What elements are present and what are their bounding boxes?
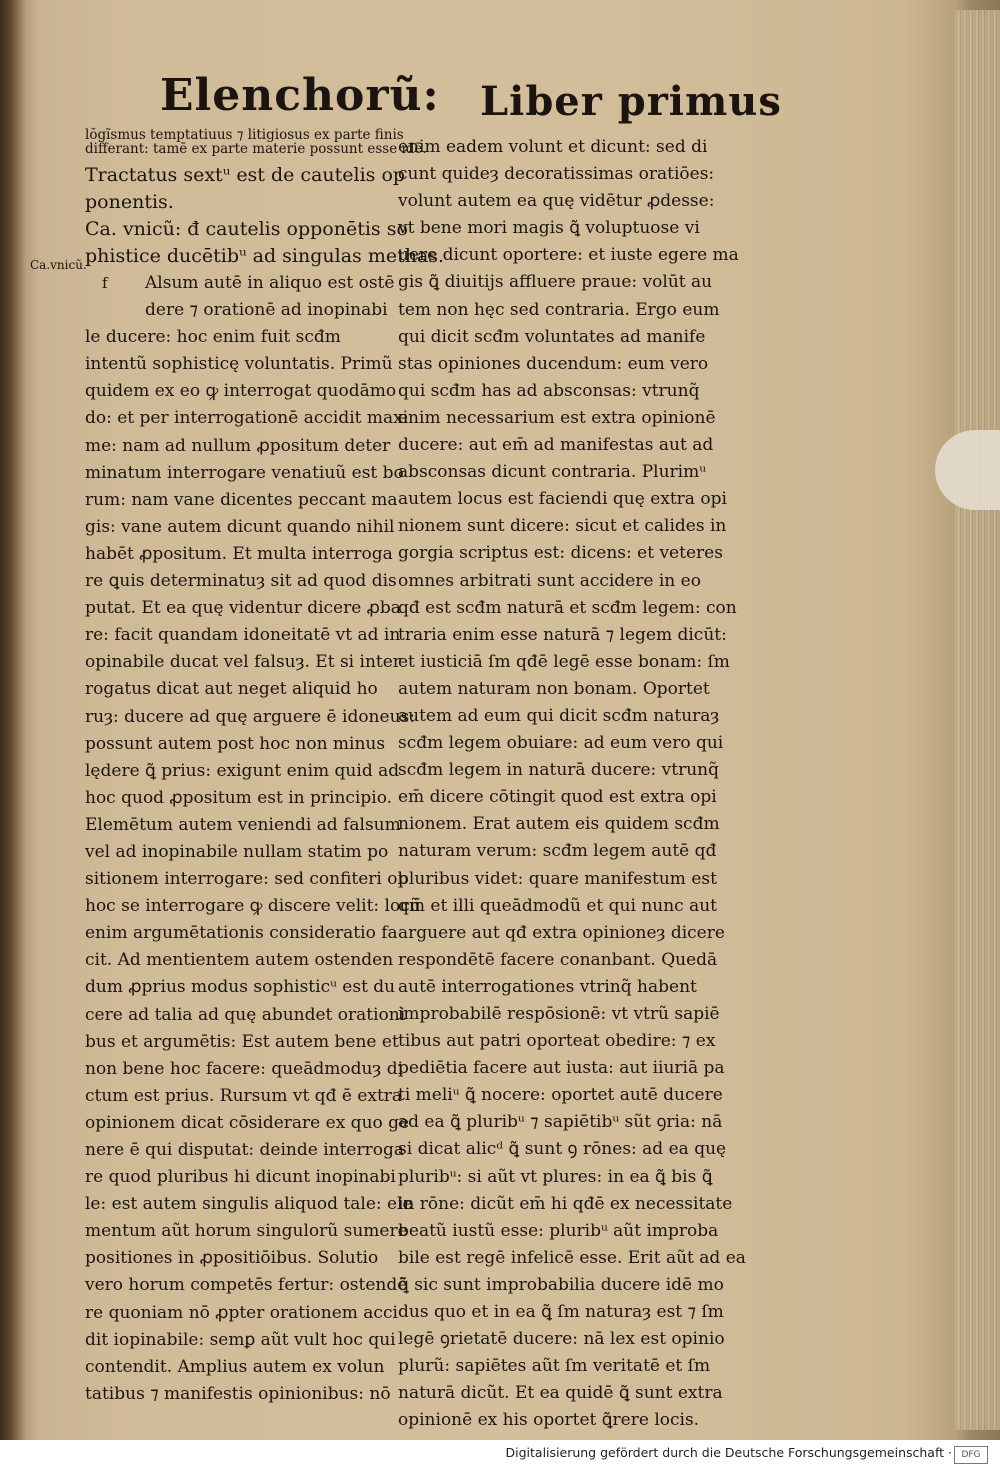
- text-line: autē interrogationes vtrinq̃ habent: [398, 976, 697, 997]
- text-line: intentũ sophisticę voluntatis. Primũ: [85, 354, 393, 375]
- text-line: bile est regē infelicē esse. Erit aũt ad ea: [398, 1247, 746, 1268]
- text-line: pluribᵘ: si aũt vt plures: in ea ꝗ̃ bis ꝗ̃: [398, 1166, 713, 1187]
- text-line: dum ꝓprius modus sophisticᵘ est du: [85, 977, 396, 998]
- text-line: ctum est prius. Rursum vt qđ ē extra: [85, 1085, 403, 1106]
- text-line: nionem sunt dicere: sicut et calides in: [398, 516, 727, 537]
- text-line: vt bene mori magis ꝗ̃ voluptuose vi: [398, 218, 700, 239]
- text-line: non bene hoc facere: queādmoduȝ di: [85, 1058, 404, 1079]
- text-line: uere dicunt oportere: et iuste egere ma: [398, 245, 739, 266]
- text-line: qđ est scđm naturā et scđm legem: con: [398, 597, 737, 618]
- text-line: Alsum autē in aliquo est ostē: [145, 273, 395, 293]
- text-line: naturā dicũt. Et ea quidē ꝗ̃ sunt extra: [398, 1383, 723, 1404]
- text-line: positiones in ꝓpositiōibus. Solutio: [85, 1248, 379, 1269]
- text-line: autem ad eum qui dicit scđm naturaȝ: [398, 705, 720, 726]
- text-line: em̄ dicere cōtingit quod est extra opi: [398, 787, 717, 808]
- text-line: pluribus videt: quare manifestum est: [398, 868, 717, 889]
- text-line: do: et per interrogationē accidit maxi: [85, 408, 409, 429]
- text-line: qm̄ et illi queādmodũ et qui nunc aut: [398, 895, 718, 916]
- text-line: absconsas dicunt contraria. Plurimᵘ: [398, 462, 707, 483]
- text-line: qui dicit scđm voluntates ad manife: [398, 326, 706, 347]
- text-line: cit. Ad mentientem autem ostenden: [85, 950, 394, 971]
- text-line: lędere ꝗ̃ prius: exigunt enim quid ad: [85, 760, 400, 781]
- text-line: nere ē qui disputat: deinde interroga: [85, 1140, 404, 1160]
- text-line: gis ꝗ̃ diuitijs affluere praue: volūt au: [398, 272, 713, 293]
- text-line: in rōne: dicũt em̄ hi qđē ex necessitate: [398, 1193, 733, 1214]
- text-line: qui scđm has ad absconsas: vtrunq̃: [398, 380, 700, 401]
- text-line: dere ⁊ orationē ad inopinabi: [145, 300, 388, 321]
- text-line: me: nam ad nullum ꝓpositum deter: [85, 435, 391, 456]
- text-line: cere ad talia ad quę abundet orationi: [85, 1004, 406, 1025]
- text-line: possunt autem post hoc non minus: [85, 733, 386, 754]
- text-line: omnes arbitrati sunt accidere in eo: [398, 570, 701, 591]
- text-line: naturam verum: scđm legem autē qđ: [398, 841, 717, 862]
- left-body: [85, 270, 421, 1408]
- header-right: Liber primus: [480, 78, 782, 125]
- left-heading: [85, 162, 445, 270]
- text-line: Tractatus sextᵘ est de cautelis op: [85, 164, 406, 186]
- text-line: sitionem interrogare: sed confiteri ob: [85, 869, 409, 890]
- text-line: putat. Et ea quę videntur dicere ꝓba: [85, 598, 401, 619]
- text-line: gis: vane autem dicunt quando nihil: [85, 516, 395, 537]
- text-line: lŏgĩsmus temptatiuus ⁊ litigiosus ex parte finis: [85, 127, 404, 143]
- text-line: rum: nam vane dicentes peccant ma: [85, 489, 398, 510]
- text-line: vero horum competēs fertur: ostendē: [85, 1275, 408, 1296]
- text-line: autem locus est faciendi quę extra opi: [398, 489, 727, 510]
- text-line: contendit. Amplius autem ex volun: [85, 1356, 385, 1377]
- text-line: re quod pluribus hi dicunt inopinabi: [85, 1167, 396, 1188]
- footer-credit: Digitalisierung gefördert durch die Deutsche Forschungsgemeinschaft ·: [505, 1445, 952, 1460]
- text-line: enim argumētationis consideratio fa: [85, 923, 398, 944]
- initial-guide-letter: f: [102, 274, 108, 292]
- text-line: et iusticiā ſm qđē legē esse bonam: ſm: [398, 651, 730, 672]
- text-line: legē ꝯrietatē ducere: nā lex est opinio: [398, 1329, 725, 1350]
- text-line: stas opiniones ducendum: eum vero: [398, 353, 709, 374]
- text-line: improbabilē respōsionē: vt vtrũ sapiē: [398, 1004, 720, 1024]
- right-body: [398, 134, 746, 1435]
- text-line: Ca. vnicũ: đ cautelis opponētis so: [85, 218, 408, 240]
- text-line: differant: tamē ex parte materie possunt esse idē.: [85, 141, 427, 157]
- text-line: minatum interrogare venatiuũ est bo: [85, 462, 404, 483]
- text-line: ad ea ꝗ̃ pluribᵘ ⁊ sapiētibᵘ sũt ꝯria: nā: [398, 1112, 723, 1133]
- text-line: beatũ iustũ esse: pluribᵘ aũt improba: [398, 1220, 719, 1241]
- text-line: rogatus dicat aut neget aliquid ho: [85, 679, 378, 700]
- text-line: enim eadem volunt et dicunt: sed di: [398, 137, 708, 157]
- right-column: [398, 134, 746, 1435]
- left-intro: [85, 127, 427, 157]
- header-left: Elenchorũ:: [160, 70, 440, 121]
- text-line: le: est autem singulis aliquod tale: ele: [85, 1194, 413, 1215]
- text-line: tibus aut patri oporteat obedire: ⁊ ex: [398, 1031, 716, 1052]
- text-line: bus et argumētis: Est autem bene et: [85, 1031, 399, 1052]
- margin-note: Ca.vnicũ.: [30, 258, 87, 272]
- text-line: autem naturam non bonam. Oportet: [398, 678, 710, 699]
- text-line: enim necessarium est extra opinionē: [398, 407, 716, 428]
- text-line: dit iopinabile: semꝑ aũt vult hoc qui: [85, 1329, 396, 1350]
- text-line: traria enim esse naturā ⁊ legem dicūt:: [398, 624, 727, 645]
- text-line: ponentis.: [85, 191, 174, 213]
- text-line: Elemētum autem veniendi ad falsum: [85, 814, 401, 835]
- text-line: cunt quideȝ decoratissimas oratiōes:: [398, 164, 715, 185]
- footer-bar: [0, 1440, 1000, 1468]
- text-line: mentum aũt horum singulorũ sumere: [85, 1221, 408, 1242]
- text-line: re ꝗuis determinatuȝ sit ad quod dis: [85, 571, 397, 592]
- text-line: dus quo et in ea ꝗ̃ ſm naturaȝ est ⁊ ſm: [398, 1302, 724, 1323]
- text-line: hoc se interrogare ꝙ discere velit: locũ: [85, 896, 421, 917]
- text-line: pediētia facere aut iusta: aut iiuriā pa: [398, 1058, 725, 1079]
- text-line: ti meliᵘ ꝗ̃ nocere: oportet autē ducere: [398, 1085, 723, 1106]
- text-line: scđm legem in naturā ducere: vtrunq̃: [398, 760, 720, 781]
- text-line: volunt autem ea quę vidētur ꝓdesse:: [398, 191, 715, 212]
- dfg-logo: DFG: [954, 1446, 988, 1464]
- text-line: re quoniam nō ꝓpter orationem acci: [85, 1302, 398, 1323]
- text-line: ducere: aut em̄ ad manifestas aut ad: [398, 435, 714, 456]
- text-line: opinabile ducat vel falsuȝ. Et si inter: [85, 652, 401, 673]
- text-line: tem non hęc sed contraria. Ergo eum: [398, 299, 720, 320]
- text-line: phistice ducētibᵘ ad singulas methas.: [85, 245, 445, 267]
- text-line: nionem. Erat autem eis quidem scđm: [398, 814, 720, 835]
- text-line: respondētē facere conanbant. Quedā: [398, 949, 718, 970]
- text-line: opinionē ex his oportet ꝗ̃rere locis.: [398, 1410, 700, 1431]
- text-line: hoc quod ꝓpositum est in principio.: [85, 787, 393, 808]
- text-line: ꝗ̃ sic sunt improbabilia ducere idē mo: [398, 1274, 724, 1295]
- text-line: arguere aut qđ extra opinioneȝ dicere: [398, 922, 725, 943]
- text-line: vel ad inopinabile nullam statim po: [85, 841, 389, 862]
- text-line: re: facit quandam idoneitatē vt ad in: [85, 625, 401, 646]
- text-line: le ducere: hoc enim fuit scđm: [85, 327, 341, 348]
- left-column: [85, 127, 445, 1408]
- page-edges: [955, 10, 1000, 1430]
- text-line: si dicat alicᵈ ꝗ̃ sunt ꝯ rōnes: ad ea quę: [398, 1139, 727, 1160]
- text-line: habēt ꝓpositum. Et multa interroga: [85, 543, 393, 564]
- text-line: plurũ: sapiētes aũt ſm veritatē et ſm: [398, 1356, 711, 1377]
- text-line: scđm legem obuiare: ad eum vero qui: [398, 733, 724, 754]
- text-line: tatibus ⁊ manifestis opinionibus: nō: [85, 1383, 391, 1404]
- text-line: quidem ex eo ꝙ interrogat quodāmo: [85, 381, 397, 402]
- text-line: gorgia scriptus est: dicens: et veteres: [398, 543, 723, 564]
- text-line: ruȝ: ducere ad quę arguere ē idoneus:: [85, 706, 415, 727]
- text-line: opinionem dicat cōsiderare ex quo ge: [85, 1112, 410, 1133]
